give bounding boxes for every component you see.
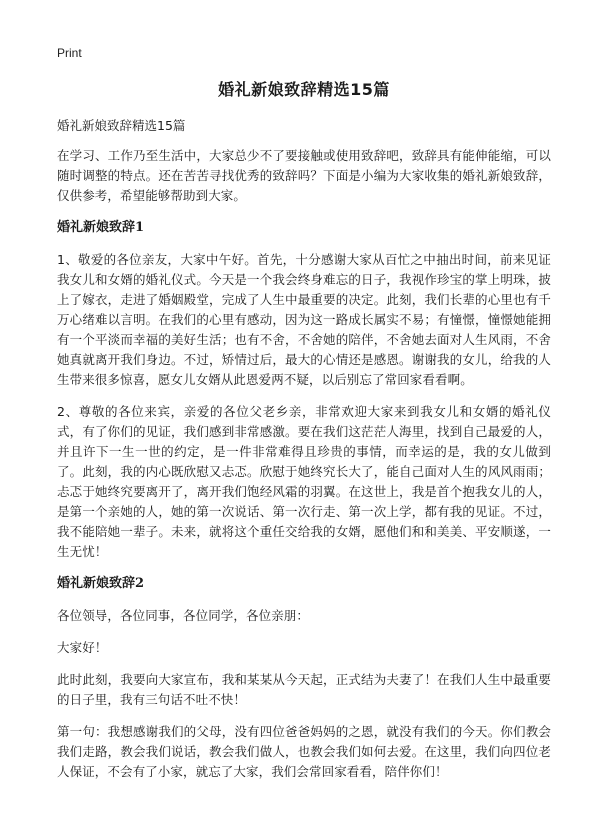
section-1-paragraph-1: 1、敬爱的各位亲友，大家中午好。首先，十分感谢大家从百忙之中抽出时间，前来见证我女儿和女婿的婚礼仪式。今天是一个我会终身难忘的日子，我视作珍宝的掌上明珠，披上了嫁衣，走进了婚姻殿堂，完成了人生中最重要的决定。此刻，我们长辈的心里也有千万心绪难以言明。在我们的心里有感动，因为这一路成长属实不易；有憧憬，憧憬她能拥有一个平淡而幸福的美好生活；也有不舍，不舍她的陪伴，不舍她去面对人生风雨，不舍她真就离开我们身边。不过，矫情过后，最大的心情还是感恩。谢谢我的女儿，给我的人生带来很多惊喜，愿女儿女婿从此恩爱两不疑，以后别忘了常回家看看啊。: [57, 252, 551, 387]
section-heading-1: 婚礼新娘致辞1: [57, 220, 145, 235]
print-link[interactable]: Print: [57, 46, 82, 60]
document-content: [57, 78, 551, 794]
intro-paragraph: 在学习、工作乃至生活中，大家总少不了要接触或使用致辞吧，致辞具有能伸能缩，可以随时调整的特点。还在苦苦寻找优秀的致辞吗？下面是小编为大家收集的婚礼新娘致辞，仅供参考，希望能够帮助到大家。: [57, 148, 551, 203]
section-2-paragraph-4: 第一句：我想感谢我们的父母，没有四位爸爸妈妈的之恩，就没有我们的今天。你们教会我们走路，教会我们说话，教会我们做人，也教会我们如何去爱。在这里，我们向四位老人保证，不会有了小家，就忘了大家，我们会常回家看看，陪伴你们！: [57, 724, 551, 779]
section-2-hello: 大家好！: [57, 640, 108, 655]
section-1-paragraph-2: 2、尊敬的各位来宾，亲爱的各位父老乡亲，非常欢迎大家来到我女儿和女婿的婚礼仪式，有了你们的见证，我们感到非常感激。要在我们这茫茫人海里，找到自己最爱的人，并且许下一生一世的约定，是一件非常难得且珍贵的事情，而幸运的是，我的女儿做到了。此刻，我的内心既欣慰又忐忑。欣慰于她终究长大了，能自己面对人生的风风雨雨；忐忑于她终究要离开了，离开我们饱经风霜的羽翼。在这世上，我是首个抱我女儿的人，是第一个亲她的人，她的第一次说话、第一次行走、第一次上学，都有我的见证。不过，我不能陪她一辈子。未来，就将这个重任交给我的女婿，愿他们和和美美、平安顺遂，一生无忧！: [57, 404, 551, 559]
section-2-greeting: 各位领导，各位同事，各位同学，各位亲朋：: [57, 608, 310, 623]
document-subtitle: 婚礼新娘致辞精选15篇: [57, 118, 186, 133]
section-2-paragraph-3: 此时此刻，我要向大家宣布，我和某某从今天起，正式结为夫妻了！在我们人生中最重要的日子里，我有三句话不吐不快！: [57, 672, 551, 707]
section-heading-2: 婚礼新娘致辞2: [57, 576, 145, 591]
page-title: 婚礼新娘致辞精选15篇: [218, 80, 390, 99]
